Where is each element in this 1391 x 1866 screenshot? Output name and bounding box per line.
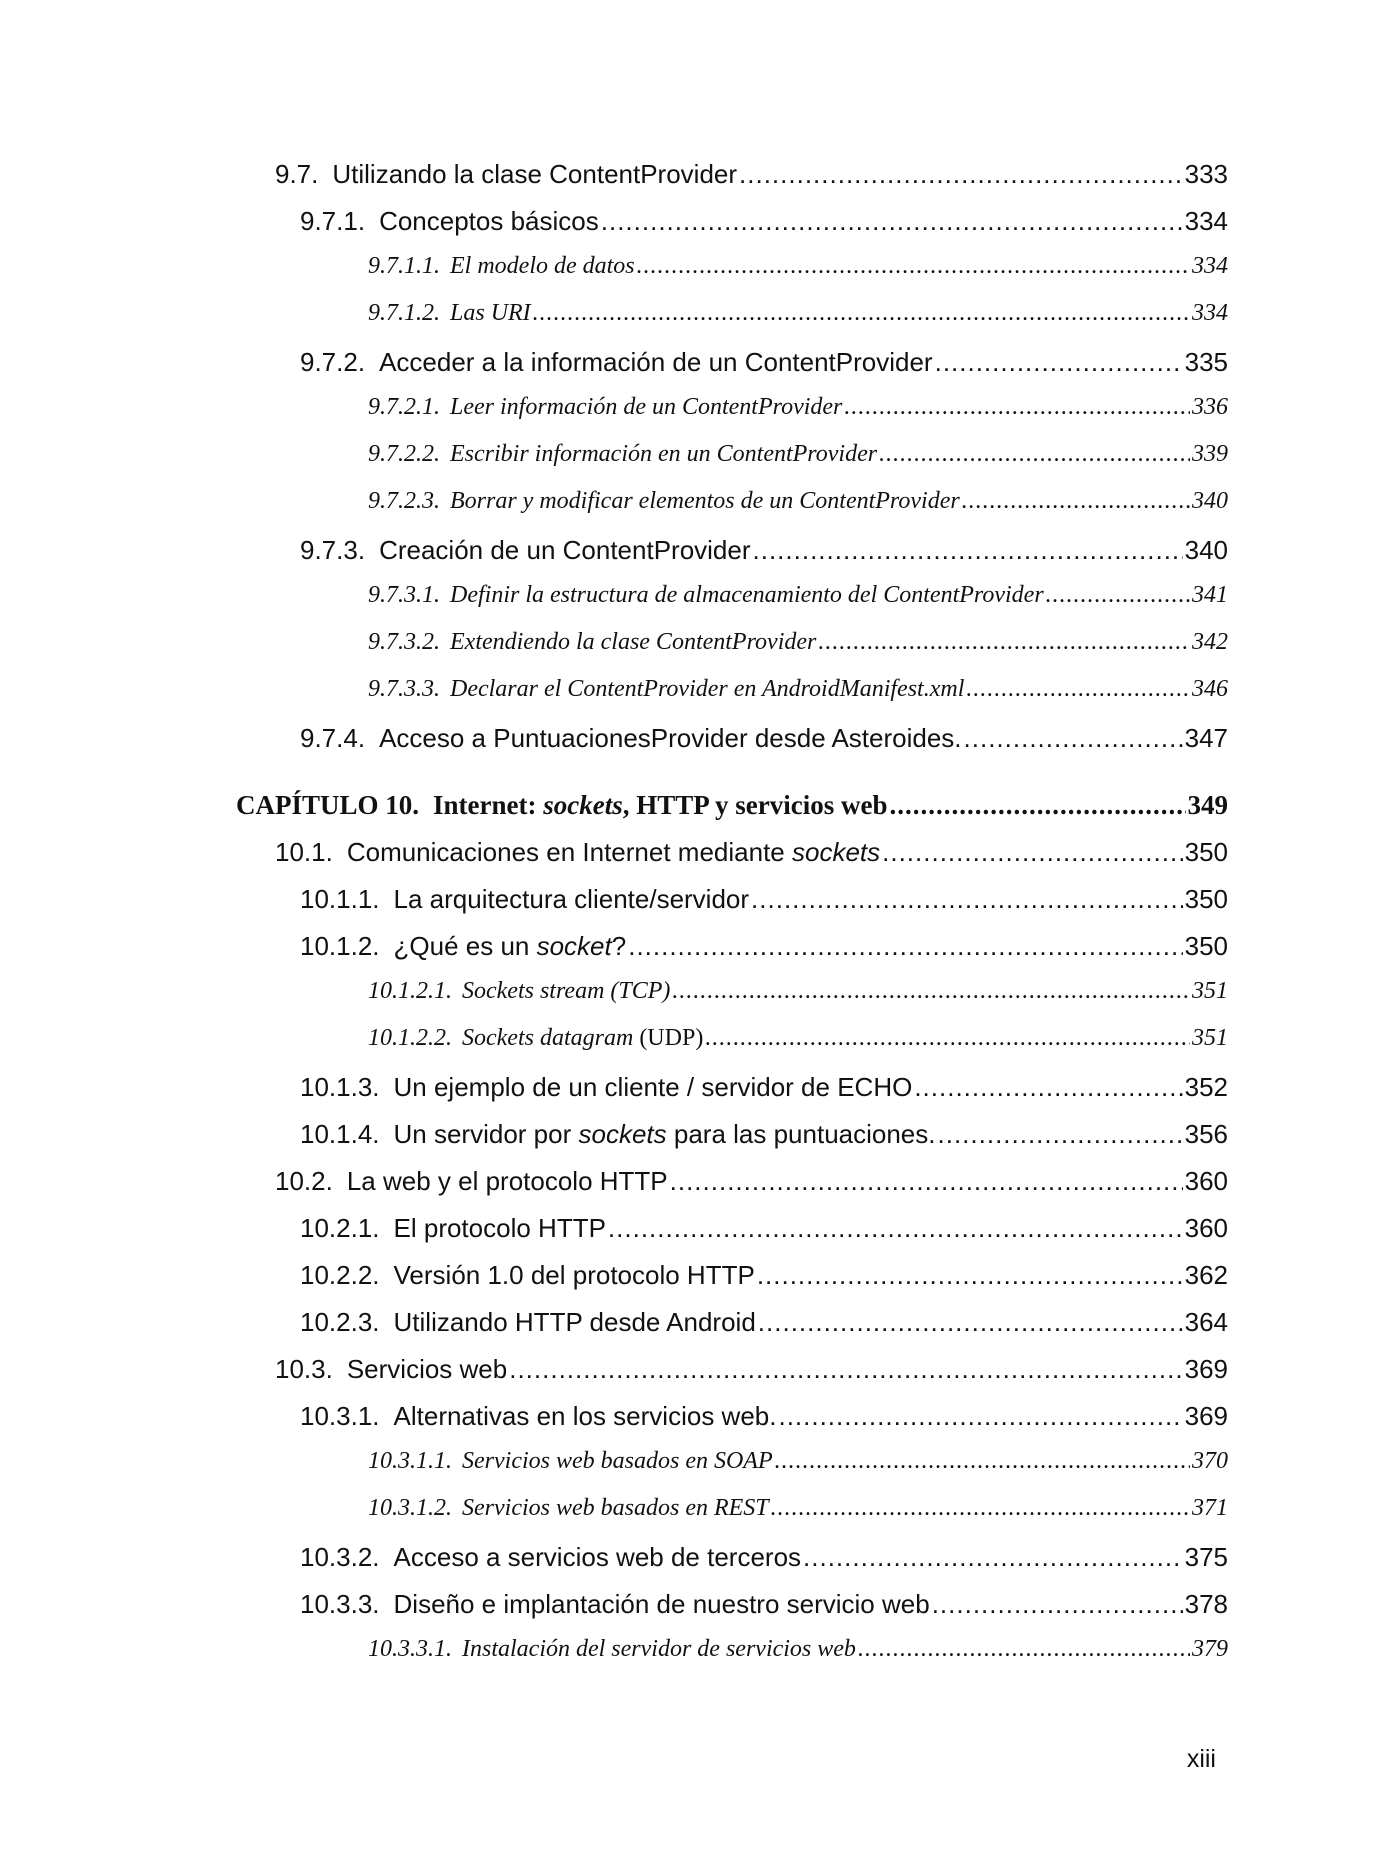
toc-entry-title bbox=[300, 535, 751, 566]
dot-leader bbox=[1046, 582, 1190, 609]
toc-entry-number: 9.7. bbox=[275, 159, 319, 189]
toc-entry-text: ¿Qué es un bbox=[393, 931, 537, 961]
toc-entry bbox=[300, 884, 1228, 915]
toc-entry-title bbox=[300, 723, 962, 754]
toc-page-number: 369 bbox=[1184, 1354, 1228, 1384]
toc-entry-number: 10.1.1. bbox=[300, 884, 380, 914]
toc-entry-emphasis: sockets bbox=[543, 790, 623, 820]
toc-entry bbox=[368, 1448, 1228, 1475]
toc-entry-emphasis: socket bbox=[536, 931, 612, 961]
toc-entry bbox=[368, 488, 1228, 515]
toc-page-number: 351 bbox=[1192, 978, 1228, 1004]
toc-entry-title bbox=[300, 1307, 756, 1338]
dot-leader bbox=[803, 1542, 1183, 1573]
toc-entry-text: Utilizando la clase ContentProvider bbox=[332, 159, 738, 189]
toc-page-number: 350 bbox=[1184, 837, 1228, 867]
toc-entry bbox=[368, 1636, 1228, 1663]
dot-leader bbox=[601, 206, 1183, 237]
dot-leader bbox=[844, 394, 1190, 421]
toc-page-number: 364 bbox=[1184, 1307, 1228, 1337]
toc-entry-title bbox=[368, 629, 816, 656]
toc-page-number: 334 bbox=[1192, 253, 1228, 279]
toc-page-number: 339 bbox=[1192, 441, 1228, 467]
toc-entry bbox=[368, 978, 1228, 1005]
toc-entry bbox=[275, 1166, 1228, 1197]
dot-leader bbox=[753, 535, 1183, 566]
toc-entry-number: 9.7.1.1. bbox=[368, 253, 440, 279]
toc-page-number: 340 bbox=[1184, 535, 1228, 565]
toc-page-number: 360 bbox=[1184, 1166, 1228, 1196]
toc-page-number: 350 bbox=[1184, 931, 1228, 961]
dot-leader bbox=[628, 931, 1182, 962]
toc-entry-text: ? bbox=[611, 931, 627, 961]
toc-page-number: 350 bbox=[1184, 884, 1228, 914]
toc-page-number: 379 bbox=[1192, 1636, 1228, 1662]
toc-entry-number: 9.7.4. bbox=[300, 723, 366, 753]
toc-chapter bbox=[236, 790, 1228, 821]
page-number: xiii bbox=[1186, 1745, 1216, 1773]
toc-entry-text: Utilizando HTTP desde Android bbox=[393, 1307, 756, 1337]
toc-entry-number: 10.1. bbox=[275, 837, 333, 867]
toc-entry-number: 10.1.2.2. bbox=[368, 1025, 452, 1051]
toc-entry-title bbox=[368, 488, 960, 515]
dot-leader bbox=[932, 1589, 1183, 1620]
toc-page-number: 333 bbox=[1184, 159, 1228, 189]
toc-entry bbox=[300, 1260, 1228, 1291]
toc-entry-title bbox=[368, 1025, 703, 1052]
toc-page-number: 378 bbox=[1184, 1589, 1228, 1619]
toc-entry-text: Servicios web bbox=[346, 1354, 508, 1384]
toc-entry-text: Acceder a la información de un ContentProvider bbox=[379, 347, 933, 377]
toc-page-number: 335 bbox=[1184, 347, 1228, 377]
toc-entry-number: 10.3.2. bbox=[300, 1542, 380, 1572]
toc-page-number: 360 bbox=[1184, 1213, 1228, 1243]
toc-entry-text: Un servidor por bbox=[393, 1119, 579, 1149]
toc-entry bbox=[275, 159, 1228, 190]
toc-page-number: 340 bbox=[1192, 488, 1228, 514]
toc-entry-number: 9.7.2.3. bbox=[368, 488, 440, 514]
toc-entry-title bbox=[300, 347, 933, 378]
toc-entry-number: 10.3.1. bbox=[300, 1401, 380, 1431]
toc-entry bbox=[368, 582, 1228, 609]
dot-leader bbox=[739, 159, 1183, 190]
dot-leader bbox=[637, 253, 1190, 280]
toc-entry-number: 10.3.1.1. bbox=[368, 1448, 452, 1474]
toc-entry-title bbox=[368, 300, 531, 327]
toc-entry-number: 10.2.3. bbox=[300, 1307, 380, 1337]
toc-entry-number: 10.3. bbox=[275, 1354, 333, 1384]
dot-leader bbox=[751, 884, 1183, 915]
dot-leader bbox=[962, 488, 1190, 515]
toc-entry-text: Instalación del servidor de servicios web bbox=[462, 1636, 856, 1662]
toc-page-number: 356 bbox=[1184, 1119, 1228, 1149]
toc-entry-text: Comunicaciones en Internet mediante bbox=[346, 837, 792, 867]
toc-entry-number: 10.2. bbox=[275, 1166, 333, 1196]
dot-leader bbox=[771, 1495, 1190, 1522]
toc-entry bbox=[368, 300, 1228, 327]
toc-entry bbox=[368, 1495, 1228, 1522]
toc-entry-emphasis: sockets bbox=[791, 837, 881, 867]
dot-leader bbox=[935, 347, 1183, 378]
toc-entry-number: 10.3.3. bbox=[300, 1589, 380, 1619]
toc-entry-text: El protocolo HTTP bbox=[393, 1213, 606, 1243]
toc-entry-number: 10.2.1. bbox=[300, 1213, 380, 1243]
toc-entry-title bbox=[368, 1495, 769, 1522]
toc-entry-text: Internet: bbox=[433, 790, 544, 820]
toc-page-number: 349 bbox=[1187, 790, 1228, 820]
toc-entry-text: Acceso a servicios web de terceros bbox=[393, 1542, 802, 1572]
toc-entry-title bbox=[275, 159, 737, 190]
toc-entry-emphasis: sockets bbox=[578, 1119, 667, 1149]
toc-entry bbox=[368, 1025, 1228, 1052]
dot-leader bbox=[966, 676, 1190, 703]
toc-entry-title bbox=[300, 1213, 606, 1244]
toc-entry-title bbox=[300, 1260, 755, 1291]
toc-entry bbox=[368, 394, 1228, 421]
toc-page-number: 351 bbox=[1192, 1025, 1228, 1051]
dot-leader bbox=[670, 1166, 1183, 1197]
toc-entry-number: 9.7.2.2. bbox=[368, 441, 440, 467]
toc-entry-text: Extendiendo la clase ContentProvider bbox=[450, 629, 817, 655]
toc-entry-title bbox=[275, 837, 880, 868]
toc-entry bbox=[368, 253, 1228, 280]
toc-entry-number: 9.7.2.1. bbox=[368, 394, 440, 420]
toc-entry-title bbox=[300, 1589, 930, 1620]
toc-entry bbox=[300, 347, 1228, 378]
toc-entry-number: 9.7.3.3. bbox=[368, 676, 440, 702]
toc-entry-text: Un ejemplo de un cliente / servidor de ECHO bbox=[393, 1072, 913, 1102]
dot-leader bbox=[705, 1025, 1190, 1052]
toc-entry-title bbox=[275, 1354, 507, 1385]
toc-page-number: 347 bbox=[1184, 723, 1228, 753]
toc-entry-text: Diseño e implantación de nuestro servicio web bbox=[393, 1589, 930, 1619]
toc-page-number: 371 bbox=[1192, 1495, 1228, 1521]
toc-entry-title bbox=[368, 582, 1044, 609]
toc-entry-number: 10.3.3.1. bbox=[368, 1636, 452, 1662]
toc-entry bbox=[368, 441, 1228, 468]
toc-entry bbox=[368, 629, 1228, 656]
toc-entry-title bbox=[300, 1401, 776, 1432]
toc-entry-text: Creación de un ContentProvider bbox=[379, 535, 751, 565]
toc-entry-text: para las puntuaciones. bbox=[666, 1119, 936, 1149]
toc-entry-number: 10.3.1.2. bbox=[368, 1495, 452, 1521]
toc-entry-title bbox=[275, 1166, 668, 1197]
dot-leader bbox=[775, 1448, 1190, 1475]
toc-page-number: 370 bbox=[1192, 1448, 1228, 1474]
toc-entry-title bbox=[300, 206, 599, 237]
toc-entry-text: Servicios web basados en SOAP bbox=[462, 1448, 773, 1474]
toc-entry bbox=[300, 1072, 1228, 1103]
toc-entry-title bbox=[368, 441, 877, 468]
toc-entry-number: 10.2.2. bbox=[300, 1260, 380, 1290]
toc-entry-text: Sockets stream (TCP) bbox=[462, 978, 671, 1004]
toc-page-number: 375 bbox=[1184, 1542, 1228, 1572]
dot-leader bbox=[889, 790, 1185, 821]
toc-entry-number: 9.7.3.1. bbox=[368, 582, 440, 608]
toc-entry bbox=[300, 1589, 1228, 1620]
toc-entry-text: Leer información de un ContentProvider bbox=[450, 394, 843, 420]
toc-page-number: 352 bbox=[1184, 1072, 1228, 1102]
toc-entry-title bbox=[236, 790, 887, 821]
toc-entry bbox=[275, 1354, 1228, 1385]
toc-entry-number: 10.1.3. bbox=[300, 1072, 380, 1102]
toc-entry-text: Conceptos básicos bbox=[379, 206, 599, 236]
toc-entry-number: 10.1.2. bbox=[300, 931, 380, 961]
toc-entry bbox=[368, 676, 1228, 703]
toc-entry-title bbox=[368, 253, 635, 280]
toc-entry-title bbox=[368, 394, 842, 421]
toc-entry-number: 10.1.4. bbox=[300, 1119, 380, 1149]
toc-entry-title bbox=[300, 1542, 801, 1573]
toc-entry-text: Acceso a PuntuacionesProvider desde Asteroides. bbox=[379, 723, 962, 753]
toc-page-number: 362 bbox=[1184, 1260, 1228, 1290]
toc-entry-title bbox=[368, 676, 964, 703]
toc-entry bbox=[300, 931, 1228, 962]
toc-entry-text: La arquitectura cliente/servidor bbox=[393, 884, 750, 914]
dot-leader bbox=[533, 300, 1190, 327]
toc-entry-text: Alternativas en los servicios web. bbox=[393, 1401, 777, 1431]
toc-entry-number: 9.7.3.2. bbox=[368, 629, 440, 655]
toc-entry-title bbox=[300, 884, 749, 915]
toc-entry bbox=[300, 723, 1228, 754]
toc-entry bbox=[300, 1213, 1228, 1244]
toc-entry-number: 10.1.2.1. bbox=[368, 978, 452, 1004]
toc-page-number: 334 bbox=[1184, 206, 1228, 236]
dot-leader bbox=[818, 629, 1190, 656]
toc-entry bbox=[300, 1307, 1228, 1338]
dot-leader bbox=[778, 1401, 1182, 1432]
dot-leader bbox=[672, 978, 1190, 1005]
toc-page-number: 369 bbox=[1184, 1401, 1228, 1431]
toc-entry-text: Borrar y modificar elementos de un ContentProvider bbox=[450, 488, 960, 514]
dot-leader bbox=[882, 837, 1182, 868]
toc-entry-title bbox=[368, 978, 670, 1005]
dot-leader bbox=[879, 441, 1190, 468]
dot-leader bbox=[938, 1119, 1183, 1150]
toc-entry bbox=[300, 1119, 1228, 1150]
toc-entry-text: Servicios web basados en REST bbox=[462, 1495, 769, 1521]
toc-entry-text: Escribir información en un ContentProvider bbox=[450, 441, 878, 467]
toc-entry-number: 9.7.1.2. bbox=[368, 300, 440, 326]
dot-leader bbox=[608, 1213, 1183, 1244]
toc-entry-number: 9.7.2. bbox=[300, 347, 366, 377]
toc-entry-title bbox=[300, 931, 626, 962]
toc-page-number: 342 bbox=[1192, 629, 1228, 655]
toc-entry-text: El modelo de datos bbox=[450, 253, 635, 279]
toc-entry-text: Sockets datagram bbox=[462, 1025, 640, 1051]
toc-entry-text: Las URI bbox=[450, 300, 531, 326]
toc-entry-title bbox=[368, 1636, 856, 1663]
dot-leader bbox=[509, 1354, 1182, 1385]
toc-entry bbox=[300, 535, 1228, 566]
toc-entry-text: , HTTP y servicios web bbox=[622, 790, 888, 820]
toc-entry-number: 9.7.3. bbox=[300, 535, 366, 565]
toc-entry-number: CAPÍTULO 10. bbox=[236, 790, 420, 820]
dot-leader bbox=[758, 1307, 1183, 1338]
toc-page-number: 346 bbox=[1192, 676, 1228, 702]
toc-page-number: 334 bbox=[1192, 300, 1228, 326]
toc-entry-text: La web y el protocolo HTTP bbox=[346, 1166, 668, 1196]
toc-entry bbox=[300, 1401, 1228, 1432]
toc-entry-title bbox=[300, 1072, 912, 1103]
toc-entry-title bbox=[300, 1119, 936, 1150]
toc-entry bbox=[300, 1542, 1228, 1573]
toc-page-number: 341 bbox=[1192, 582, 1228, 608]
toc-entry bbox=[275, 837, 1228, 868]
dot-leader bbox=[914, 1072, 1182, 1103]
toc-entry-title bbox=[368, 1448, 773, 1475]
toc-entry-text: Definir la estructura de almacenamiento del ContentProvider bbox=[450, 582, 1044, 608]
toc-entry-number: 9.7.1. bbox=[300, 206, 366, 236]
dot-leader bbox=[757, 1260, 1183, 1291]
dot-leader bbox=[858, 1636, 1190, 1663]
toc-entry-text: Versión 1.0 del protocolo HTTP bbox=[393, 1260, 755, 1290]
toc-entry-text: Declarar el ContentProvider en AndroidManifest.xml bbox=[450, 676, 965, 702]
toc-page-number: 336 bbox=[1192, 394, 1228, 420]
toc-entry-emphasis: (UDP) bbox=[639, 1025, 704, 1051]
toc-entry bbox=[300, 206, 1228, 237]
dot-leader bbox=[964, 723, 1183, 754]
